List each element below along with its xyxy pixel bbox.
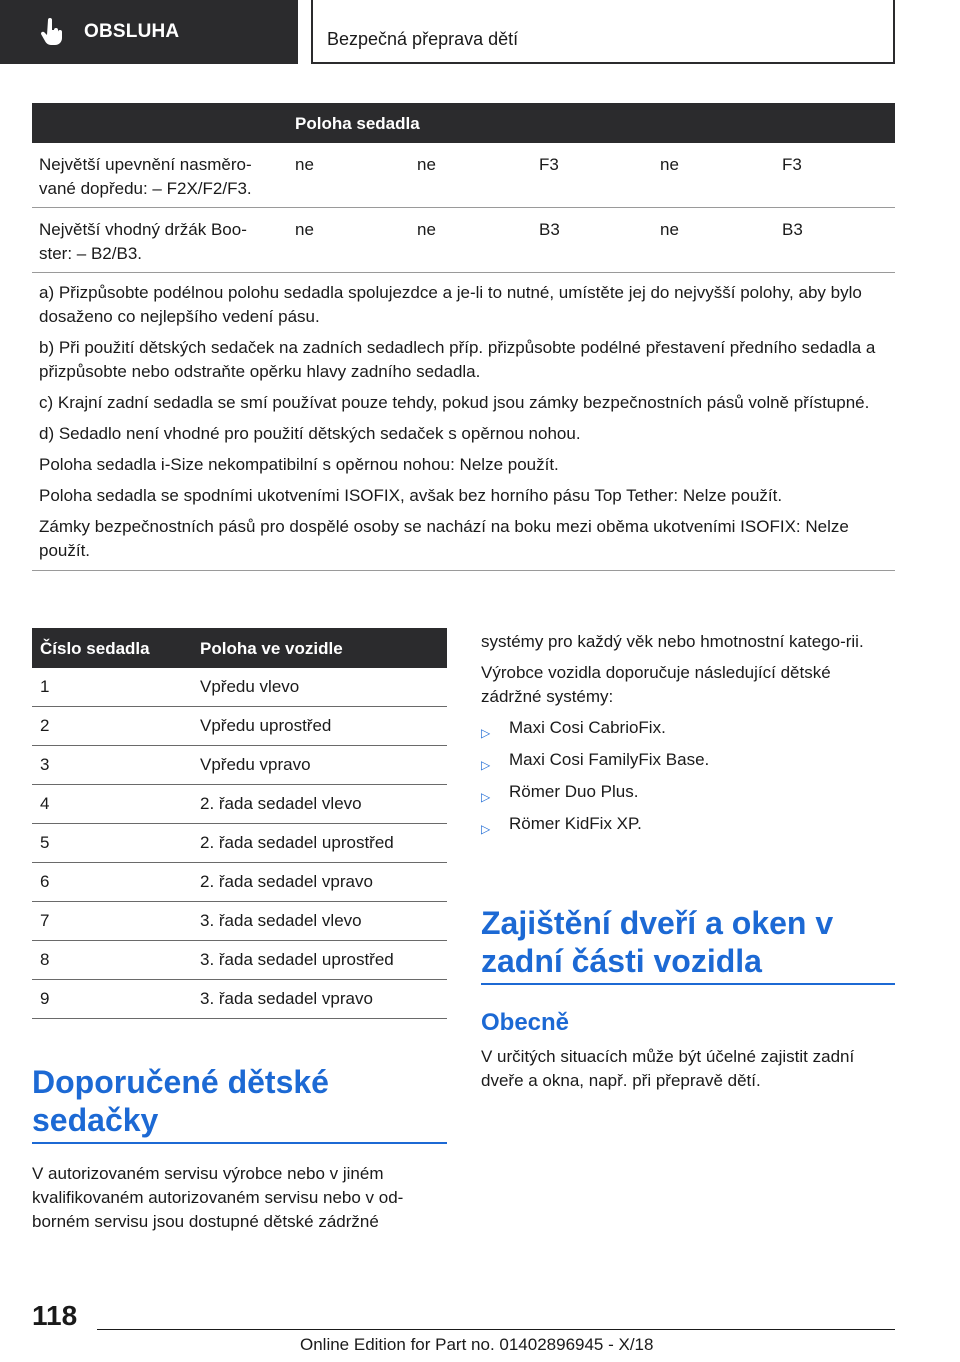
table-cell: B3 xyxy=(782,220,803,239)
table-cell: ne xyxy=(295,220,314,239)
table-row xyxy=(32,941,447,980)
table-cell: B3 xyxy=(539,220,560,239)
table-cell: ne xyxy=(295,155,314,174)
body-paragraph: systémy pro každý věk nebo hmotnostní katego-rii. xyxy=(481,632,864,651)
triangle-bullet-icon: ▷ xyxy=(481,726,491,740)
triangle-bullet-icon: ▷ xyxy=(481,758,491,772)
list-item xyxy=(481,748,895,780)
chapter-title-box xyxy=(311,0,895,64)
row-label-line2: vané dopředu: – F2X/F2/F3. xyxy=(39,179,252,198)
table-cell: F3 xyxy=(782,155,802,174)
body-paragraph: V autorizovaném servisu výrobce nebo v jiném kvalifikovaném autorizovaném servisu nebo v od-borném servisu jsou dostupné dětské zádržné xyxy=(32,1164,404,1231)
right-column xyxy=(481,630,895,844)
seat-position: Vpředu vlevo xyxy=(200,677,300,696)
seat-number: 4 xyxy=(40,794,50,813)
table-cell: ne xyxy=(417,220,436,239)
triangle-bullet-icon: ▷ xyxy=(481,822,491,836)
note: b) Při použití dětských sedaček na zadních sedadlech příp. přizpůsobte podélné přestavení předního sedadla a přizpůsobte nebo odstraňte opěrku hlavy zadního sedadla. xyxy=(39,338,876,381)
seat-position-table xyxy=(32,103,895,571)
seat-number: 3 xyxy=(40,755,50,774)
note: c) Krajní zadní sedadla se smí používat pouze tehdy, pokud jsou zámky bezpečnostních pásů volně přístupné. xyxy=(39,393,870,412)
list-item xyxy=(481,812,895,844)
subheading-general: Obecně xyxy=(481,1009,570,1036)
seat-position: 3. řada sedadel uprostřed xyxy=(200,950,394,969)
table-header-label: Poloha sedadla xyxy=(295,114,420,133)
edition-note: Online Edition for Part no. 01402896945 - X/18 xyxy=(300,1335,654,1354)
table-row xyxy=(32,902,447,941)
seat-position: 2. řada sedadel uprostřed xyxy=(200,833,394,852)
body-paragraph: Výrobce vozidla doporučuje následující dětské zádržné systémy: xyxy=(481,663,831,706)
seat-position: 3. řada sedadel vlevo xyxy=(200,911,362,930)
seat-number: 1 xyxy=(40,677,50,696)
table-cell: ne xyxy=(660,220,679,239)
table-row xyxy=(32,980,447,1019)
table-header xyxy=(32,628,447,668)
table-row xyxy=(32,785,447,824)
seat-position: Vpředu uprostřed xyxy=(200,716,332,735)
table-row xyxy=(32,707,447,746)
table-header xyxy=(32,103,895,143)
table-cell: ne xyxy=(660,155,679,174)
table-row xyxy=(32,824,447,863)
seat-position: Vpředu vpravo xyxy=(200,755,311,774)
seat-number: 8 xyxy=(40,950,50,969)
note: d) Sedadlo není vhodné pro použití dětských sedaček s opěrnou nohou. xyxy=(39,424,581,443)
recommended-seats-list xyxy=(481,716,895,844)
seat-position: 2. řada sedadel vpravo xyxy=(200,872,373,891)
column-header-seat-number: Číslo sedadla xyxy=(40,639,150,658)
triangle-bullet-icon: ▷ xyxy=(481,790,491,804)
table-row xyxy=(32,863,447,902)
page-number: 118 xyxy=(32,1300,78,1331)
row-label-line1: Největší vhodný držák Boo- xyxy=(39,220,247,239)
section-heading-child-seats: Doporučené dětské sedačky xyxy=(32,1063,447,1144)
table-notes xyxy=(32,273,895,571)
list-item-text: Maxi Cosi CabrioFix. xyxy=(509,718,666,737)
seat-number: 2 xyxy=(40,716,50,735)
row-label-line1: Největší upevnění nasměro- xyxy=(39,155,252,174)
table-row xyxy=(32,668,447,707)
body-paragraph: V určitých situacích může být účelné zajistit zadní dveře a okna, např. při přepravě dětí. xyxy=(481,1047,855,1090)
list-item xyxy=(481,716,895,748)
list-item-text: Römer KidFix XP. xyxy=(509,814,642,833)
column-header-position: Poloha ve vozidle xyxy=(200,639,343,658)
section-tab xyxy=(0,0,298,64)
table-row xyxy=(32,746,447,785)
seat-position: 2. řada sedadel vlevo xyxy=(200,794,362,813)
table-cell: F3 xyxy=(539,155,559,174)
table-cell: ne xyxy=(417,155,436,174)
section-heading-door-lock: Zajištění dveří a oken v zadní části vozidla xyxy=(481,904,895,985)
seat-number: 6 xyxy=(40,872,50,891)
row-label xyxy=(39,153,284,201)
list-item xyxy=(481,780,895,812)
list-item-text: Maxi Cosi FamilyFix Base. xyxy=(509,750,710,769)
note: Poloha sedadla i-Size nekompatibilní s opěrnou nohou: Nelze použít. xyxy=(39,455,559,474)
seat-number: 9 xyxy=(40,989,50,1008)
note: a) Přizpůsobte podélnou polohu sedadla spolujezdce a je-li to nutné, umístěte jej do nejvyšší polohy, aby bylo dosaženo co nejlepšího vedení pásu. xyxy=(39,283,862,326)
section-label: OBSLUHA xyxy=(84,21,180,42)
list-item-text: Römer Duo Plus. xyxy=(509,782,639,801)
note: Zámky bezpečnostních pásů pro dospělé osoby se nachází na boku mezi oběma ukotveními ISOFIX: Nelze použít. xyxy=(39,517,849,560)
table-row xyxy=(32,143,895,208)
chapter-title: Bezpečná přeprava dětí xyxy=(327,29,519,49)
row-label-line2: ster: – B2/B3. xyxy=(39,244,142,263)
footer-divider xyxy=(97,1329,895,1330)
note: Poloha sedadla se spodními ukotveními ISOFIX, avšak bez horního pásu Top Tether: Nelze použít. xyxy=(39,486,783,505)
row-label xyxy=(39,218,284,266)
seat-position: 3. řada sedadel vpravo xyxy=(200,989,373,1008)
seat-number: 5 xyxy=(40,833,50,852)
table-row xyxy=(32,208,895,273)
hand-pointer-icon xyxy=(40,18,64,46)
seat-number: 7 xyxy=(40,911,50,930)
seat-number-table xyxy=(32,628,447,1019)
